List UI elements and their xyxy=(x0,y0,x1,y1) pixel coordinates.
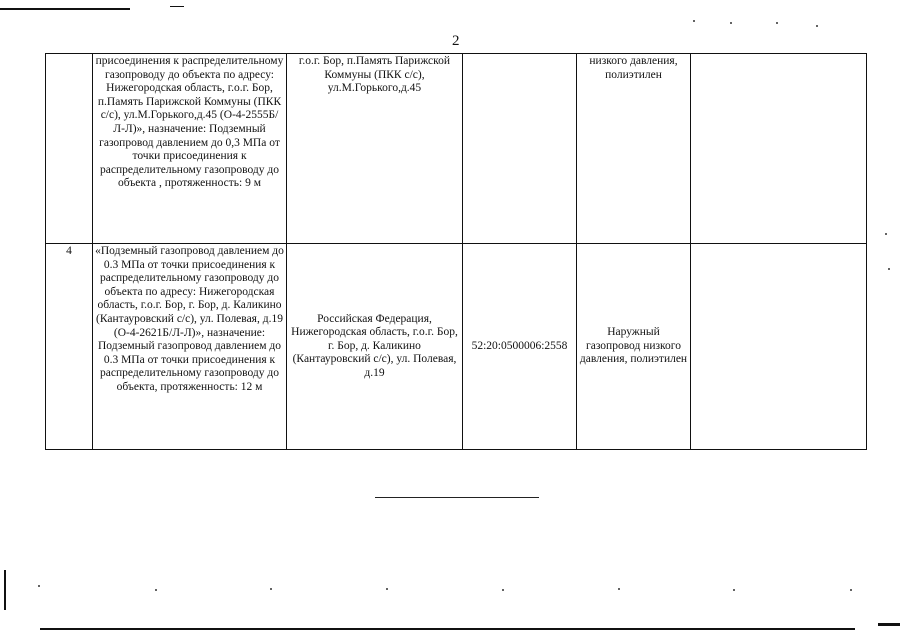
scan-dot xyxy=(693,20,695,22)
cadastral-cell: 52:20:0500006:2558 xyxy=(463,244,577,450)
object-name-cell: «Подземный газопровод давлением до 0.3 МПа от точки присоединения к распределительному газопроводу до объекта по адресу: Нижегородская область, г.о.г. Бор, г. Бор, д. Каликино (Кантауровский с/с), ул. Полевая, д.19 (О-4-2621Б/Л-Л)», назначение: Подземный газопровод давлением до 0.3 МПа от точки присоединения к распределительному газопроводу до объекта, протяженность: 12 м xyxy=(93,244,287,450)
cadastral-cell xyxy=(463,54,577,244)
object-name-cell: присоединения к распределительному газопроводу до объекта по адресу: Нижегородская область, г.о.г. Бор, п.Память Парижской Коммуны (ПКК с/с), ул.М.Горького,д.45 (О-4-2555Б/Л-Л)», назначение: Подземный газопровод давлением до 0,3 МПа от точки присоединения к распределительному газопроводу до объекта , протяженность: 9 м xyxy=(93,54,287,244)
scan-dot xyxy=(270,588,272,590)
note-cell xyxy=(691,244,867,450)
type-cell: Наружный газопровод низкого давления, полиэтилен xyxy=(577,244,691,450)
scan-dot xyxy=(618,588,620,590)
scan-dot xyxy=(888,268,890,270)
scan-dot xyxy=(885,233,887,235)
scan-dot xyxy=(502,589,504,591)
scan-dot xyxy=(386,588,388,590)
scan-mark-top-left-short xyxy=(170,6,184,7)
scan-mark-bottom xyxy=(40,628,855,630)
address-cell: г.о.г. Бор, п.Память Парижской Коммуны (ПКК с/с), ул.М.Горького,д.45 xyxy=(287,54,463,244)
scan-mark-top-left xyxy=(0,8,130,10)
table-row xyxy=(46,244,867,450)
table-row xyxy=(46,54,867,244)
note-cell xyxy=(691,54,867,244)
separator-line xyxy=(375,497,539,498)
scan-mark-bottom-left xyxy=(4,570,6,610)
scan-dot xyxy=(816,25,818,27)
row-number-cell xyxy=(46,54,93,244)
row-number-cell: 4 xyxy=(46,244,93,450)
property-table xyxy=(45,53,867,450)
scan-dot xyxy=(38,585,40,587)
page-number: 2 xyxy=(452,33,460,49)
scan-dot xyxy=(850,589,852,591)
type-cell: низкого давления, полиэтилен xyxy=(577,54,691,244)
scan-dot xyxy=(730,22,732,24)
scan-mark-bottom-right xyxy=(878,623,900,626)
scan-dot xyxy=(155,589,157,591)
address-cell: Российская Федерация, Нижегородская область, г.о.г. Бор, г. Бор, д. Каликино (Кантауровский с/с), ул. Полевая, д.19 xyxy=(287,244,463,450)
scan-dot xyxy=(733,589,735,591)
scan-dot xyxy=(776,22,778,24)
